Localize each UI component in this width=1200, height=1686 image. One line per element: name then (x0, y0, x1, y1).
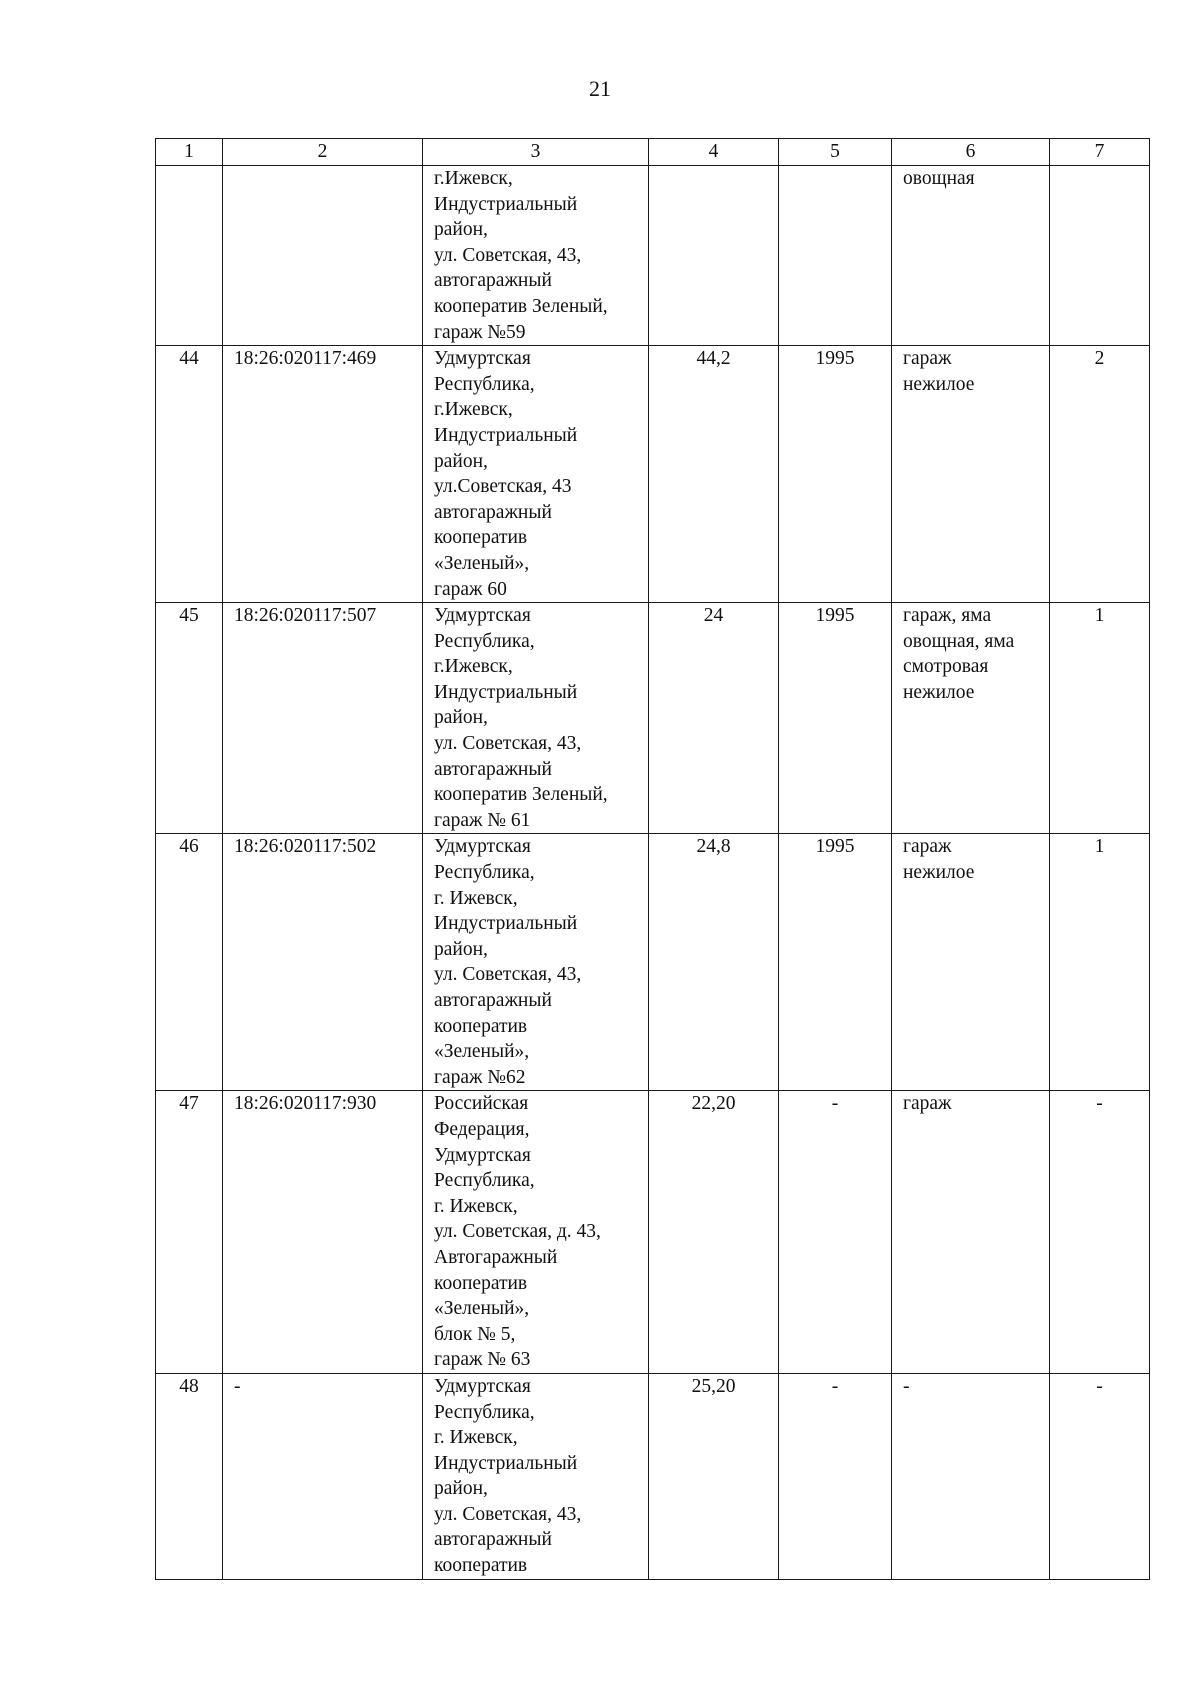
cadastral-number-cell: - (223, 1373, 423, 1579)
column-header: 4 (649, 139, 779, 166)
year-cell: 1995 (779, 346, 892, 603)
address-cell-line: ул. Советская, 43, (434, 1503, 582, 1525)
address-cell-line: г. Ижевск, (434, 1427, 518, 1449)
purpose-cell (892, 834, 1050, 1091)
address-cell-line: «Зеленый», (434, 1298, 530, 1320)
address-cell (423, 1373, 649, 1579)
year-cell (779, 166, 892, 346)
address-cell-line: Удмуртская (434, 1375, 531, 1397)
table-row (156, 603, 1150, 834)
table-body (156, 166, 1150, 1580)
row-number-cell: 46 (156, 834, 223, 1091)
purpose-cell-line: гараж, яма (903, 605, 992, 627)
area-cell: 24 (649, 603, 779, 834)
address-cell (423, 346, 649, 603)
address-cell-line: Удмуртская (434, 836, 531, 858)
address-cell-line: Республика, (434, 373, 535, 395)
address-cell-line: Индустриальный (434, 681, 578, 703)
address-cell-line: Удмуртская (434, 348, 531, 370)
row-number-cell (156, 166, 223, 346)
row-number-cell: 47 (156, 1091, 223, 1374)
address-cell-line: Республика, (434, 1170, 535, 1192)
page-number: 21 (589, 76, 611, 101)
cadastral-number-cell: 18:26:020117:502 (223, 834, 423, 1091)
header-row (156, 139, 1150, 166)
address-cell (423, 166, 649, 346)
address-cell-line: ул. Советская, 43, (434, 733, 582, 755)
address-cell-line: Удмуртская (434, 605, 531, 627)
address-cell-line: гараж №59 (434, 321, 526, 343)
purpose-cell (892, 1091, 1050, 1374)
column-header: 1 (156, 139, 223, 166)
address-cell-line: кооператив (434, 1272, 528, 1294)
address-cell-line: ул.Советская, 43 (434, 476, 572, 498)
year-cell: - (779, 1091, 892, 1374)
address-cell-line: Индустриальный (434, 193, 578, 215)
year-cell: - (779, 1373, 892, 1579)
column-7-cell (1050, 166, 1150, 346)
row-number-cell: 48 (156, 1373, 223, 1579)
address-cell-line: кооператив (434, 527, 528, 549)
address-cell-line: гараж №62 (434, 1066, 526, 1088)
cadastral-number-cell: 18:26:020117:930 (223, 1091, 423, 1374)
address-cell-line: район, (434, 938, 488, 960)
column-header: 7 (1050, 139, 1150, 166)
area-cell: 44,2 (649, 346, 779, 603)
address-cell-line: кооператив Зеленый, (434, 295, 608, 317)
address-cell-line: район, (434, 219, 488, 241)
address-cell-line: автогаражный (434, 501, 552, 523)
purpose-cell (892, 166, 1050, 346)
address-cell-line: Федерация, (434, 1118, 530, 1140)
table-row (156, 834, 1150, 1091)
column-7-cell: 1 (1050, 834, 1150, 1091)
address-cell-line: Автогаражный (434, 1246, 558, 1268)
year-cell: 1995 (779, 603, 892, 834)
address-cell-line: ул. Советская, 43, (434, 964, 582, 986)
address-cell-line: район, (434, 1478, 488, 1500)
purpose-cell-line: овощная (903, 168, 975, 189)
address-cell (423, 603, 649, 834)
address-cell-line: кооператив (434, 1555, 528, 1577)
address-cell-line: район, (434, 707, 488, 729)
area-cell: 24,8 (649, 834, 779, 1091)
purpose-cell-line: нежилое (903, 681, 975, 703)
address-cell-line: Индустриальный (434, 1452, 578, 1474)
address-cell-line: ул. Советская, д. 43, (434, 1221, 601, 1243)
address-cell-line: ул. Советская, 43, (434, 244, 582, 266)
column-7-cell: - (1050, 1373, 1150, 1579)
address-cell-line: Удмуртская (434, 1144, 531, 1166)
cadastral-number-cell: 18:26:020117:507 (223, 603, 423, 834)
purpose-cell-line: гараж (903, 836, 952, 858)
address-cell-line: блок № 5, (434, 1323, 516, 1345)
area-cell (649, 166, 779, 346)
address-cell-line: Республика, (434, 630, 535, 652)
purpose-cell-line: овощная, яма (903, 630, 1015, 652)
column-7-cell: 1 (1050, 603, 1150, 834)
address-cell-line: гараж № 63 (434, 1349, 531, 1371)
column-header: 5 (779, 139, 892, 166)
cadastral-number-cell: 18:26:020117:469 (223, 346, 423, 603)
address-cell-line: автогаражный (434, 1529, 552, 1551)
address-cell-line: г.Ижевск, (434, 399, 513, 421)
table-row (156, 1373, 1150, 1579)
address-cell-line: «Зеленый», (434, 552, 530, 574)
purpose-cell-line: гараж (903, 1093, 952, 1115)
row-number-cell: 45 (156, 603, 223, 834)
address-cell-line: автогаражный (434, 270, 552, 292)
purpose-cell-line: гараж (903, 348, 952, 370)
column-header: 3 (423, 139, 649, 166)
address-cell-line: гараж 60 (434, 578, 507, 600)
column-header: 2 (223, 139, 423, 166)
address-cell-line: г.Ижевск, (434, 168, 513, 189)
table-row (156, 346, 1150, 603)
cadastral-number-cell (223, 166, 423, 346)
address-cell-line: г. Ижевск, (434, 1195, 518, 1217)
purpose-cell-line: - (903, 1375, 910, 1397)
purpose-cell-line: нежилое (903, 862, 975, 884)
purpose-cell (892, 1373, 1050, 1579)
purpose-cell-line: смотровая (903, 656, 989, 678)
address-cell-line: «Зеленый», (434, 1041, 530, 1063)
column-7-cell: 2 (1050, 346, 1150, 603)
row-number-cell: 44 (156, 346, 223, 603)
year-cell: 1995 (779, 834, 892, 1091)
address-cell-line: район, (434, 450, 488, 472)
address-cell-line: Российская (434, 1093, 529, 1115)
table-row (156, 1091, 1150, 1374)
purpose-cell (892, 603, 1050, 834)
address-cell (423, 1091, 649, 1374)
address-cell-line: г.Ижевск, (434, 656, 513, 678)
address-cell-line: Республика, (434, 1401, 535, 1423)
registry-table (155, 138, 1150, 1580)
address-cell-line: Республика, (434, 862, 535, 884)
purpose-cell-line: нежилое (903, 373, 975, 395)
address-cell-line: г. Ижевск, (434, 887, 518, 909)
address-cell-line: кооператив Зеленый, (434, 784, 608, 806)
address-cell-line: автогаражный (434, 758, 552, 780)
address-cell (423, 834, 649, 1091)
purpose-cell (892, 346, 1050, 603)
address-cell-line: гараж № 61 (434, 809, 531, 831)
column-header: 6 (892, 139, 1050, 166)
address-cell-line: Индустриальный (434, 913, 578, 935)
table-row (156, 166, 1150, 346)
area-cell: 25,20 (649, 1373, 779, 1579)
address-cell-line: кооператив (434, 1015, 528, 1037)
area-cell: 22,20 (649, 1091, 779, 1374)
address-cell-line: Индустриальный (434, 424, 578, 446)
column-7-cell: - (1050, 1091, 1150, 1374)
address-cell-line: автогаражный (434, 990, 552, 1011)
